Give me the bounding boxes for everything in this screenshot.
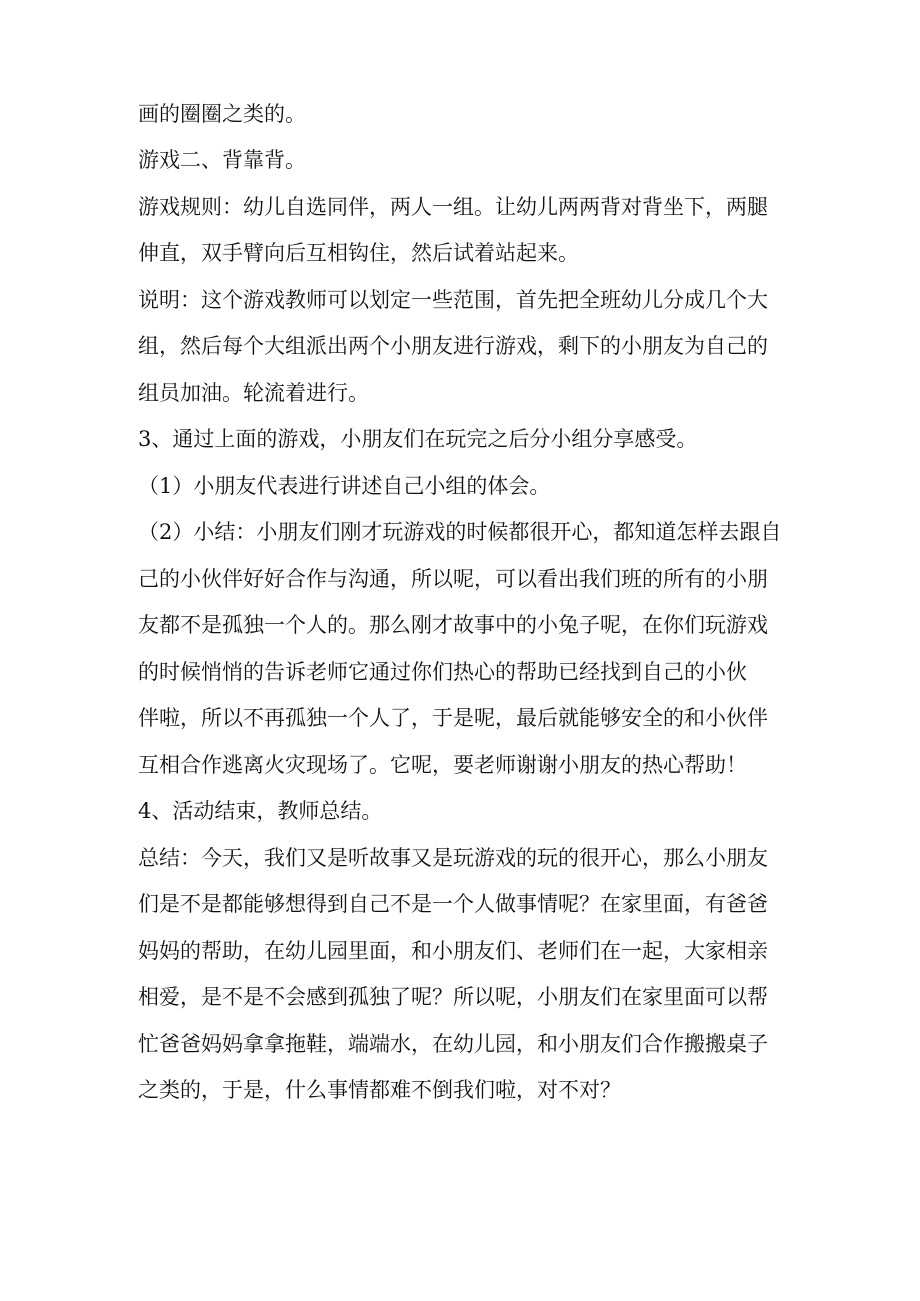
text-line: 说明：这个游戏教师可以划定一些范围，首先把全班幼儿分成几个大 [138,288,768,312]
text-line: 友都不是孤独一个人的。那么刚才故事中的小兔子呢，在你们玩游戏 [138,613,768,637]
text-line: 己的小伙伴好好合作与沟通，所以呢，可以看出我们班的所有的小朋 [138,567,768,591]
text-line: 画的圈圈之类的。 [138,102,306,126]
text-line: 伸直，双手臂向后互相钩住，然后试着站起来。 [138,241,579,265]
text-line: 互相合作逃离火灾现场了。它呢，要老师谢谢小朋友的热心帮助！ [138,753,747,777]
text-line: 忙爸爸妈妈拿拿拖鞋，端端水，在幼儿园，和小朋友们合作搬搬桌子 [138,1032,768,1056]
text-line: 的时候悄悄的告诉老师它通过你们热心的帮助已经找到自己的小伙 [138,660,747,684]
text-line: （1）小朋友代表进行讲述自己小组的体会。 [138,474,551,498]
text-line: 游戏规则：幼儿自选同伴，两人一组。让幼儿两两背对背坐下，两腿 [138,195,768,219]
text-line: 组员加油。轮流着进行。 [138,381,369,405]
text-line: 3、通过上面的游戏，小朋友们在玩完之后分小组分享感受。 [138,427,698,451]
text-line: （2）小结：小朋友们刚才玩游戏的时候都很开心，都知道怎样去跟自 [138,520,782,544]
text-line: 总结：今天，我们又是听故事又是玩游戏的玩的很开心，那么小朋友 [138,846,768,870]
text-line: 相爱，是不是不会感到孤独了呢？所以呢，小朋友们在家里面可以帮 [138,985,768,1009]
text-line: 4、活动结束，教师总结。 [138,799,383,823]
text-line: 组，然后每个大组派出两个小朋友进行游戏，剩下的小朋友为自己的 [138,334,768,358]
text-line: 游戏二、背靠背。 [138,148,306,172]
text-line: 伴啦，所以不再孤独一个人了，于是呢，最后就能够安全的和小伙伴 [138,706,768,730]
text-line: 们是不是都能够想得到自己不是一个人做事情呢？在家里面，有爸爸 [138,892,768,916]
text-line: 妈妈的帮助，在幼儿园里面，和小朋友们、老师们在一起，大家相亲 [138,939,768,963]
text-line: 之类的，于是，什么事情都难不倒我们啦，对不对？ [138,1078,621,1102]
